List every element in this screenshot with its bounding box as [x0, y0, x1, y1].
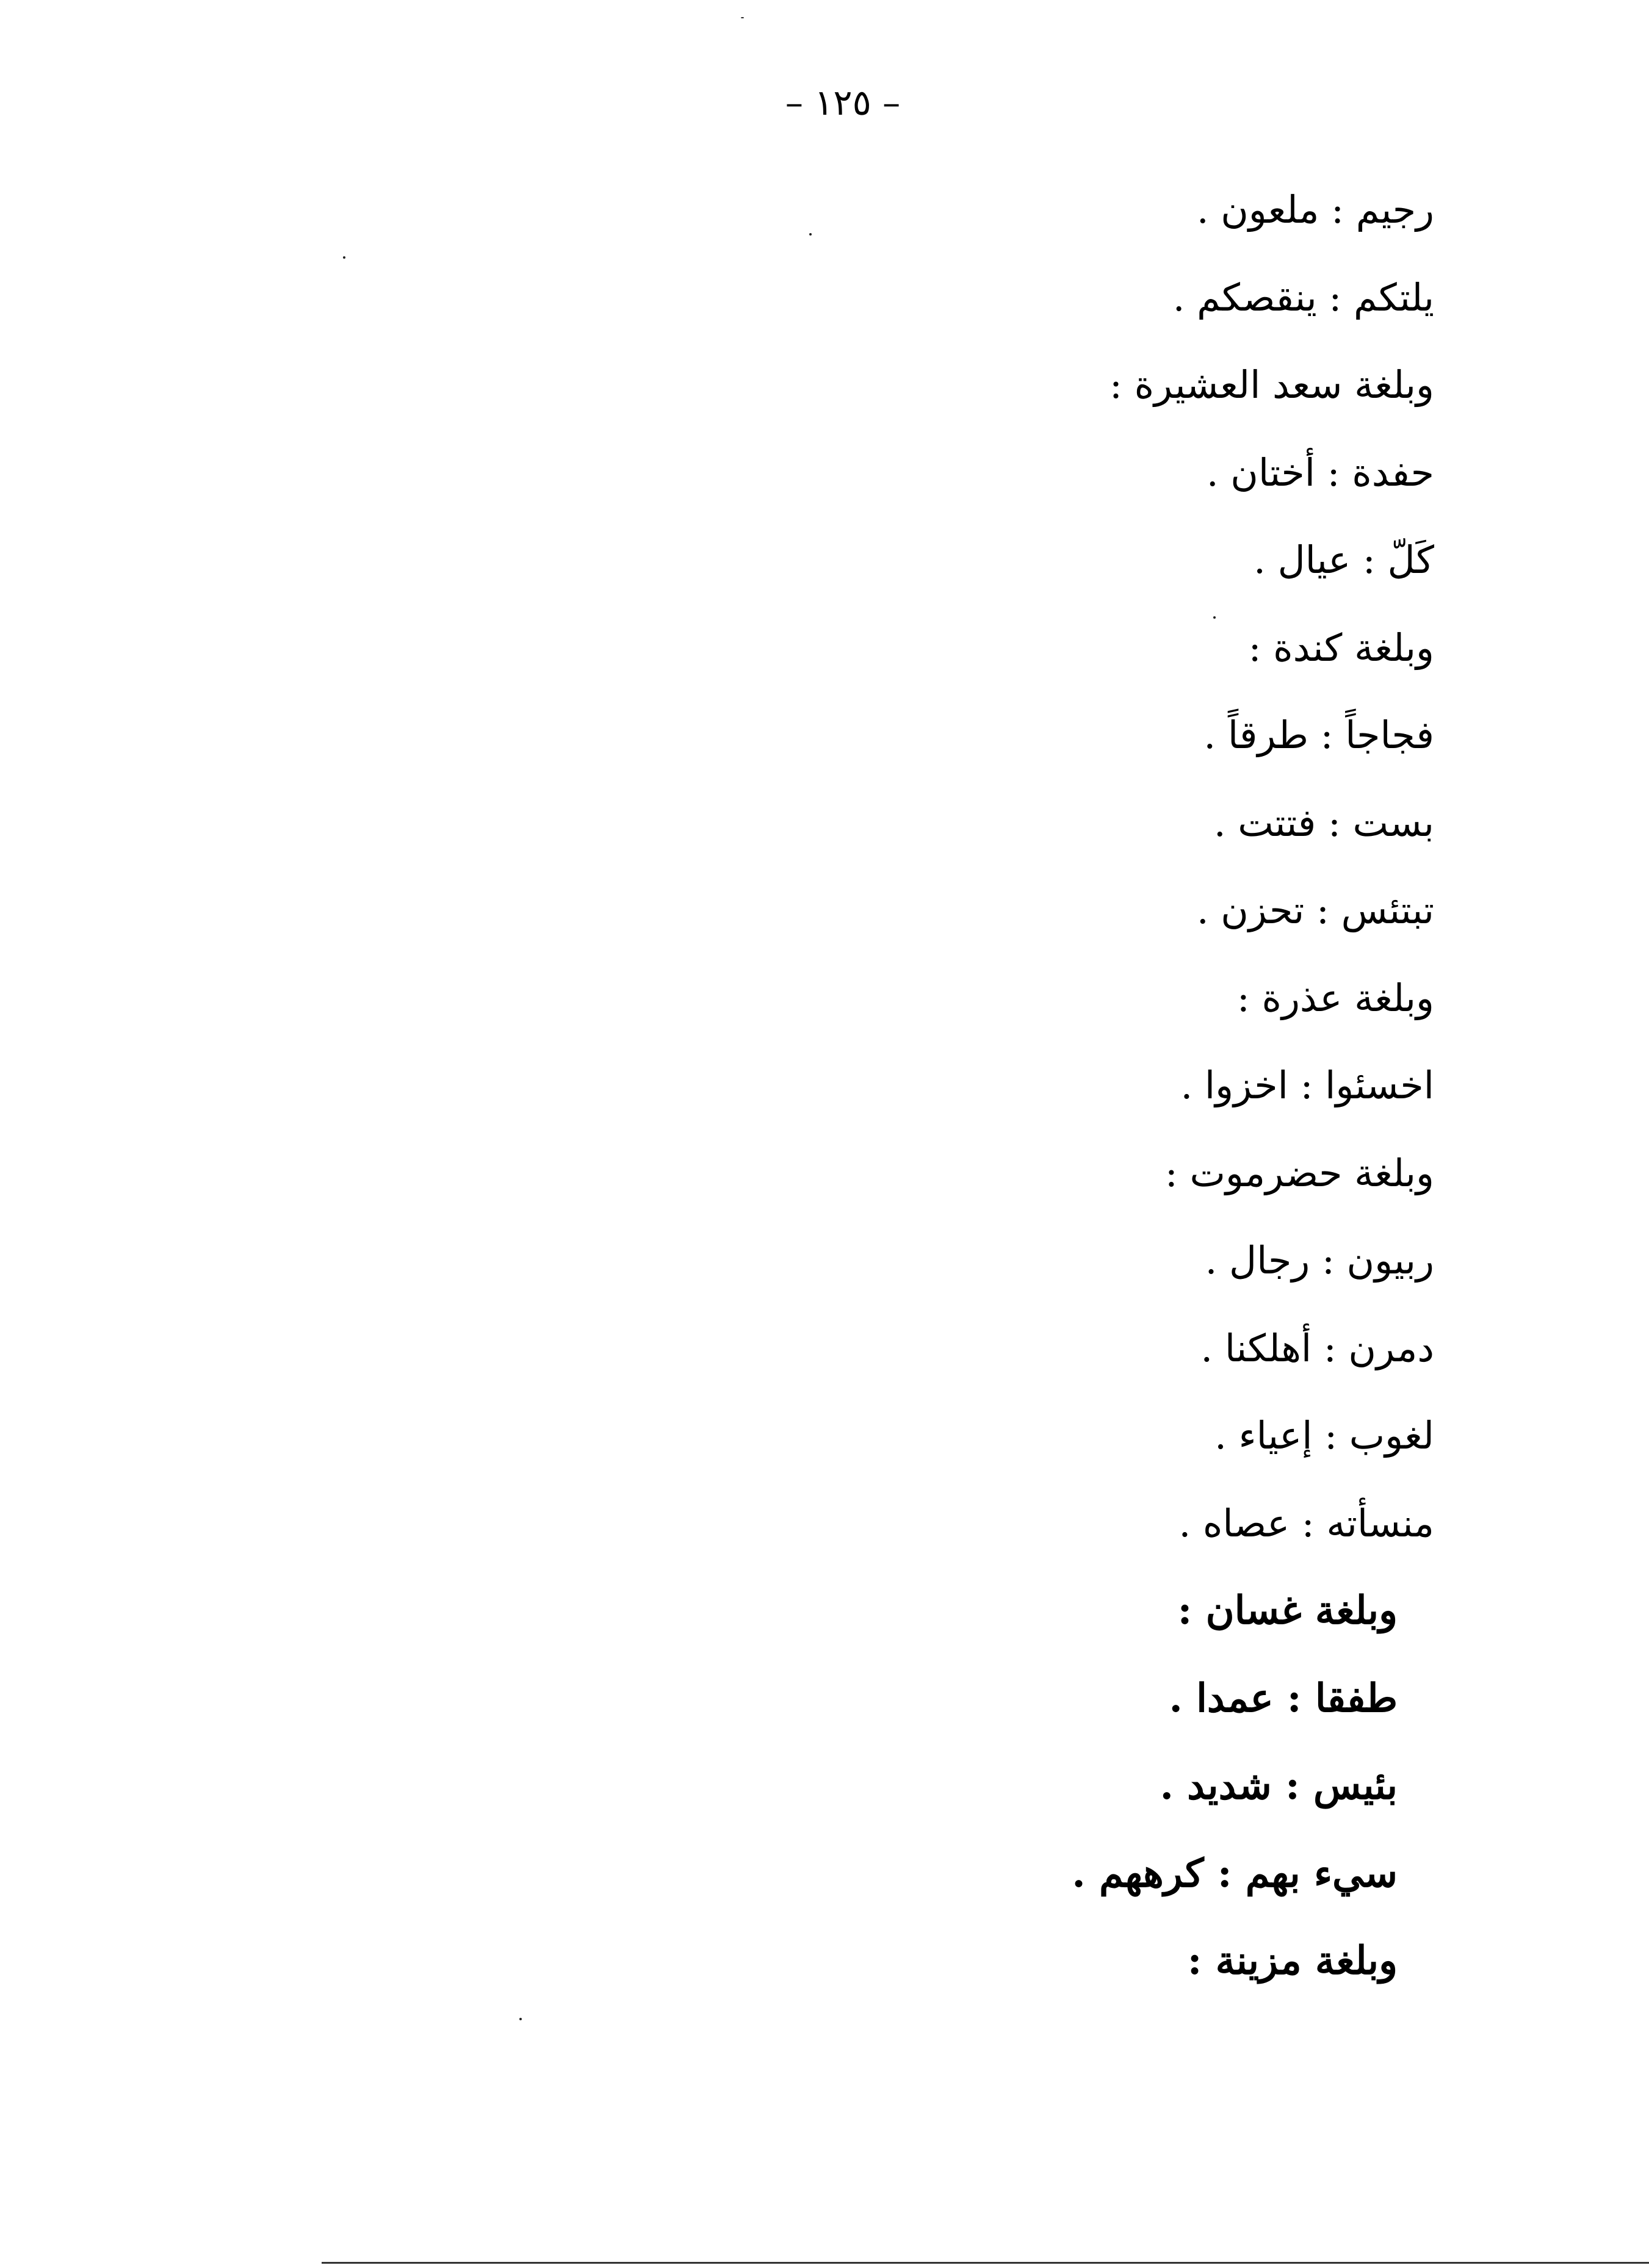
- text-line: يلتكم : ينقصكم .: [1172, 275, 1434, 320]
- text-line: سيء بهم : كرههم .: [1072, 1850, 1398, 1896]
- text-line: حفدة : أختان .: [1206, 450, 1434, 495]
- section-heading: وبلغة حضرموت :: [1164, 1150, 1434, 1195]
- section-heading: وبلغة سعد العشيرة :: [1109, 362, 1434, 407]
- section-heading: وبلغة عذرة :: [1236, 975, 1434, 1020]
- text-line: منسأته : عصاه .: [1178, 1500, 1434, 1546]
- text-line: دمرن : أهلكنا .: [1200, 1325, 1434, 1370]
- text-line: رجيم : ملعون .: [1196, 187, 1434, 232]
- text-line: بئيس : شديد .: [1160, 1763, 1398, 1809]
- scan-speck: [1213, 616, 1216, 619]
- text-line: كَلّ : عيال .: [1254, 538, 1434, 582]
- section-heading: وبلغة مزينة :: [1187, 1938, 1398, 1984]
- text-line: اخسئوا : اخزوا .: [1180, 1063, 1434, 1107]
- bottom-rule: [322, 2262, 1649, 2264]
- scan-speck: [343, 256, 345, 259]
- text-line: ربيون : رجال .: [1205, 1238, 1434, 1283]
- page-number: – ١٢٥ –: [785, 82, 901, 123]
- text-line: طفقا : عمدا .: [1169, 1675, 1398, 1721]
- text-line: فجاجاً : طرقاً .: [1203, 713, 1434, 757]
- text-line: بست : فتتت .: [1213, 800, 1434, 845]
- text-line: لغوب : إعياء .: [1214, 1413, 1434, 1458]
- scan-speck: [741, 17, 744, 18]
- scan-speck: [519, 2018, 522, 2020]
- section-heading: وبلغة كندة :: [1248, 625, 1434, 670]
- section-heading: وبلغة غسان :: [1177, 1588, 1398, 1633]
- text-line: تبتئس : تحزن .: [1196, 888, 1434, 932]
- scan-speck: [809, 233, 812, 236]
